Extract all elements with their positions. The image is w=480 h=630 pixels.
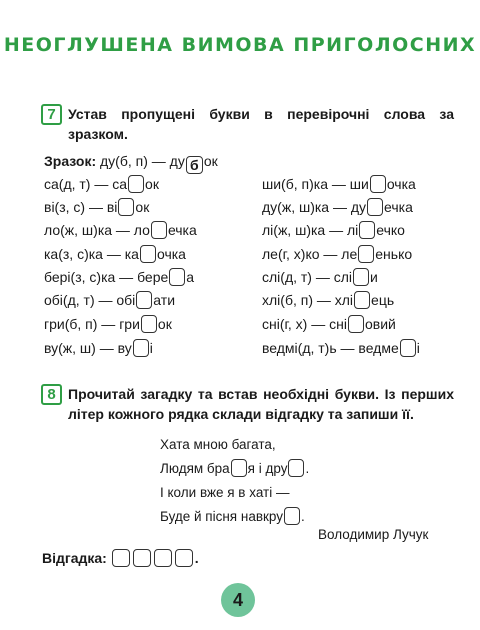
word-text: хлі(б, п) — хлі [262, 292, 354, 308]
answer-box[interactable] [359, 221, 375, 239]
answer-box[interactable] [136, 291, 152, 309]
word-text: ву(ж, ш) — ву [44, 340, 132, 356]
exercise-row [262, 197, 413, 217]
word-ending: ечка [167, 222, 197, 238]
answer-box[interactable] [169, 268, 185, 286]
word-text: ведмі(д, т)ь — ведме [262, 340, 399, 356]
poem-line [160, 506, 309, 530]
task-8 [44, 384, 454, 424]
answer-box[interactable] [284, 507, 300, 525]
poem-line: І коли вже я в хаті — [160, 485, 290, 500]
task-number-badge: 7 [41, 104, 62, 125]
word-ending: і [149, 340, 153, 356]
answer-box[interactable] [128, 175, 144, 193]
poem-line: Хата мною багата, [160, 437, 276, 452]
word-ending: ок [135, 199, 150, 215]
word-ending: ечко [376, 222, 405, 238]
exercise-row [44, 290, 175, 310]
exercise-row [44, 174, 159, 194]
word-ending: ець [371, 292, 395, 308]
answer-letter-box[interactable] [112, 549, 130, 567]
page-number-badge: 4 [221, 583, 255, 617]
word-text: ло(ж, ш)ка — ло [44, 222, 150, 238]
page-title: НЕОГЛУШЕНА ВИМОВА ПРИГОЛОСНИХ [3, 34, 477, 56]
sample-row [44, 151, 218, 174]
sample-answer-box: б [186, 156, 203, 174]
exercise-row [44, 338, 153, 358]
exercise-row [262, 290, 394, 310]
riddle-answer [42, 549, 199, 567]
word-ending: очка [156, 246, 186, 262]
answer-box[interactable] [288, 459, 304, 477]
poem-text: . [301, 509, 305, 524]
poem-text: я і дру [247, 461, 288, 476]
answer-box[interactable] [231, 459, 247, 477]
poem-line [160, 458, 309, 482]
answer-box[interactable] [141, 315, 157, 333]
word-ending: очка [386, 176, 416, 192]
exercise-row [44, 267, 194, 287]
task-instruction: Прочитай загадку та встав необхідні букви. Із перших літер кожного рядка склади відгадку та запиши її. [68, 386, 454, 422]
riddle-poem [160, 434, 309, 530]
exercise-row [262, 267, 378, 287]
poem-text: Людям бра [160, 461, 230, 476]
answer-box[interactable] [358, 245, 374, 263]
answer-box[interactable] [367, 198, 383, 216]
sample-label: Зразок: [44, 153, 97, 169]
exercise-row [262, 244, 412, 264]
answer-box[interactable] [353, 268, 369, 286]
exercise-row [262, 220, 405, 240]
answer-box[interactable] [348, 315, 364, 333]
answer-box[interactable] [118, 198, 134, 216]
word-ending: енько [375, 246, 413, 262]
answer-box[interactable] [151, 221, 167, 239]
task-7 [44, 104, 454, 144]
word-text: са(д, т) — са [44, 176, 128, 192]
sample-text-end: ок [203, 153, 218, 169]
word-ending: овий [364, 316, 396, 332]
answer-letter-box[interactable] [133, 549, 151, 567]
exercise-row [262, 174, 416, 194]
word-text: лі(ж, ш)ка — лі [262, 222, 359, 238]
exercise-row [44, 314, 172, 334]
word-text: гри(б, п) — гри [44, 316, 140, 332]
answer-box[interactable] [370, 175, 386, 193]
poem-text: Буде й пісня навкру [160, 509, 284, 524]
word-text: ві(з, с) — ві [44, 199, 118, 215]
answer-letter-box[interactable] [175, 549, 193, 567]
answer-end: . [194, 550, 199, 566]
task-number-badge: 8 [41, 384, 62, 405]
word-text: сні(г, х) — сні [262, 316, 347, 332]
word-ending: і [416, 340, 420, 356]
exercise-row [44, 244, 186, 264]
sample-text: ду(б, п) — ду [100, 153, 185, 169]
word-ending: ок [145, 176, 159, 192]
word-text: бері(з, с)ка — бере [44, 269, 169, 285]
word-ending: ати [153, 292, 176, 308]
word-ending: ечка [384, 199, 413, 215]
answer-box[interactable] [354, 291, 370, 309]
exercise-row [44, 197, 149, 217]
task-instruction: Устав пропущені букви в перевірочні слова за зразком. [68, 106, 454, 142]
word-ending: и [370, 269, 378, 285]
answer-letter-box[interactable] [154, 549, 172, 567]
word-text: ка(з, с)ка — ка [44, 246, 139, 262]
exercise-row [44, 220, 197, 240]
word-text: ши(б, п)ка — ши [262, 176, 369, 192]
word-text: обі(д, т) — обі [44, 292, 136, 308]
answer-box[interactable] [140, 245, 156, 263]
answer-label: Відгадка: [42, 550, 107, 566]
word-ending: ок [157, 316, 172, 332]
word-text: ду(ж, ш)ка — ду [262, 199, 367, 215]
poem-text: . [305, 461, 310, 476]
answer-box[interactable] [400, 339, 416, 357]
answer-box[interactable] [133, 339, 149, 357]
word-text: ле(г, х)ко — ле [262, 246, 358, 262]
word-ending: а [186, 269, 195, 285]
exercise-row [262, 338, 420, 358]
word-text: слі(д, т) — слі [262, 269, 353, 285]
exercise-row [262, 314, 396, 334]
poem-author: Володимир Лучук [318, 527, 429, 542]
